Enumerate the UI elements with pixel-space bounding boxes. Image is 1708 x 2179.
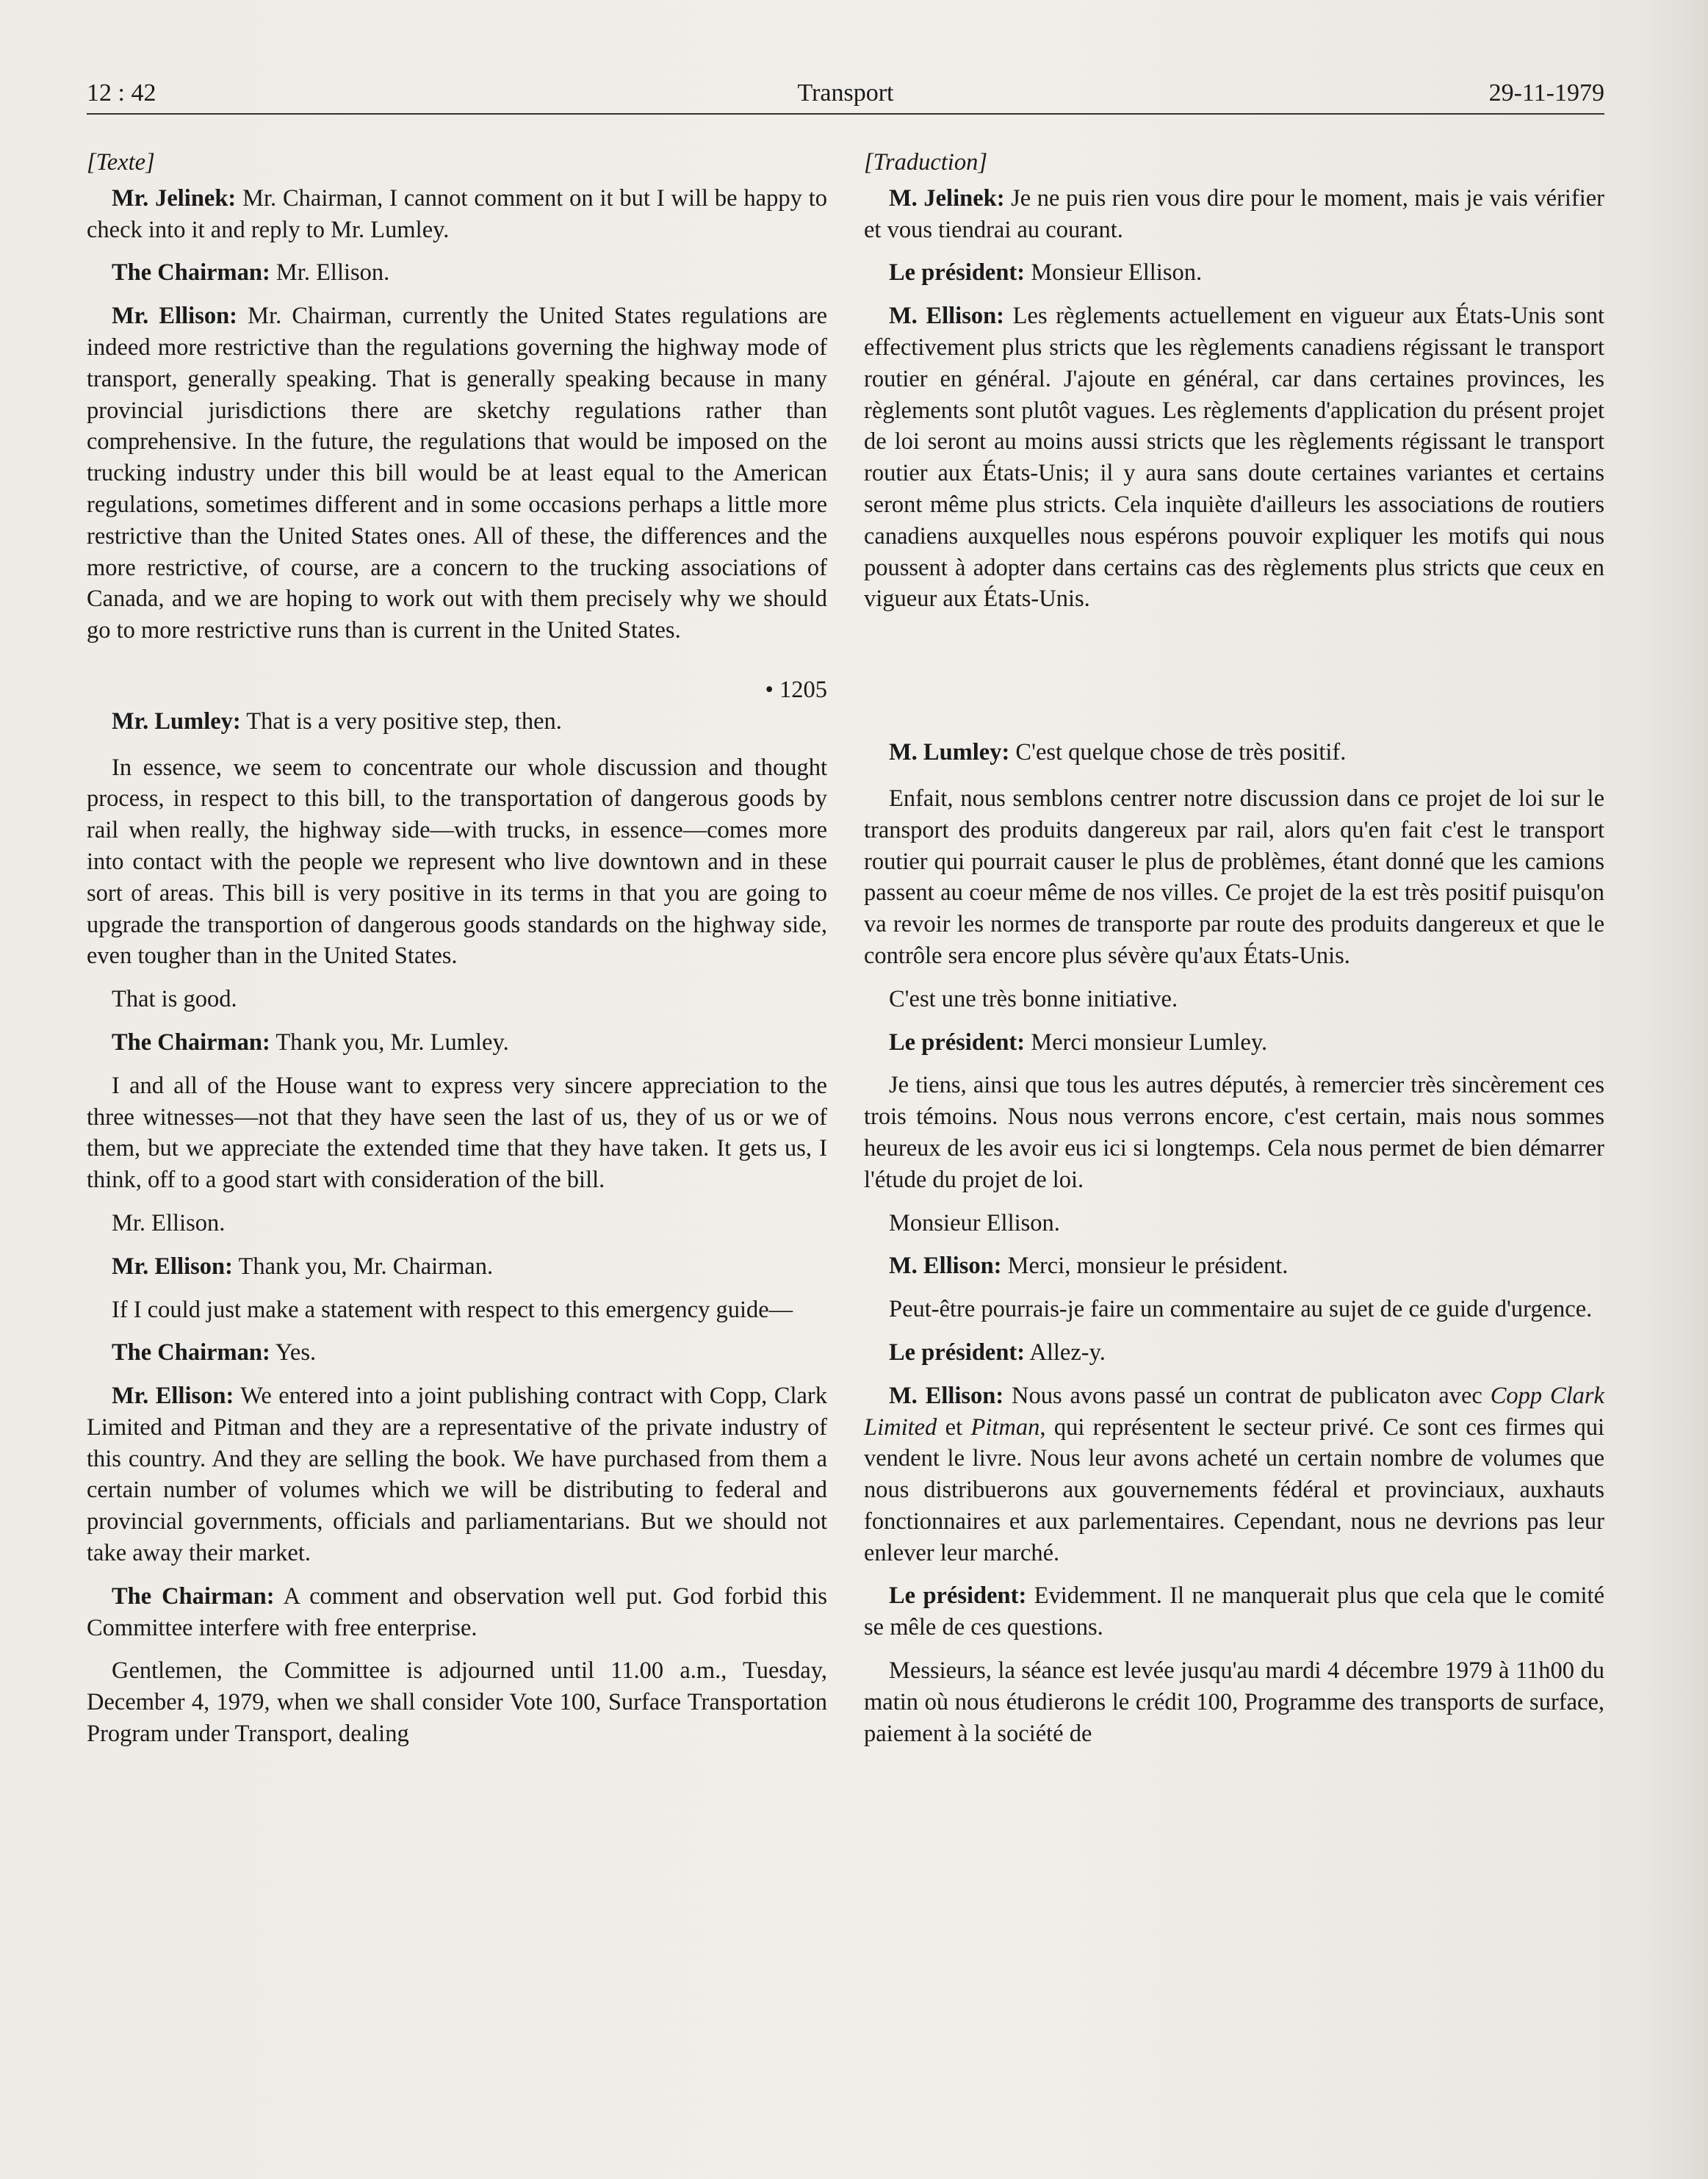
speaker-name: Le président: [889,1339,1026,1366]
speaker-name: Mr. Ellison: [112,303,237,330]
speech-paragraph: Mr. Ellison: Mr. Chairman, currently the United States regulations are indeed more restrictive than the regulations governing the highway mode of transport, generally speaking. That is generally speaking because in many provincial jurisdictions there are sketchy regulations rather than comprehensive. In the future, the regulations that would be imposed on the trucking industry under this bill would be at least equal to the American regulations, sometimes different and in some occasions perhaps a little more restrictive than the United States ones. All of these, the differences and the more restrictive, of course, are a concern to the trucking associations of Canada, and we are hoping to work out with them precisely why we should go to more restrictive runs than is current in the United States. [87,303,828,644]
speech-paragraph: Le président: Merci monsieur Lumley. [889,1029,1268,1056]
speaker-name: Le président: [889,1029,1026,1056]
speech-paragraph: The Chairman: Mr. Ellison. [112,259,390,287]
speaker-name: The Chairman: [112,1582,275,1610]
speaker-name: Mr. Ellison: [112,1383,234,1410]
speech-paragraph: M. Ellison: Merci, monsieur le président. [889,1253,1289,1280]
speaker-name: Mr. Ellison: [112,1253,233,1280]
speech-paragraph: M. Lumley: C'est quelque chose de très positif. [889,739,1347,766]
speech-paragraph: I and all of the House want to express very sincere appreciation to the three witnesses—not that they have seen the last of us, they of us or we of them, but we appreciate the extended time that they have taken. It gets us, I think, off to a good start with consideration of the bill. [87,1072,827,1194]
speaker-name: M. Ellison: [889,1253,1002,1280]
speech-paragraph: Monsieur Ellison. [889,1209,1060,1236]
speech-paragraph: Mr. Jelinek: Mr. Chairman, I cannot comment on it but I will be happy to check into it and reply to Mr. Lumley. [87,184,827,243]
speech-paragraph: The Chairman: A comment and observation well put. God forbid this Committee interfere with free enterprise. [87,1582,828,1641]
speech-paragraph: Le président: Monsieur Ellison. [889,259,1203,287]
page-header [87,79,1604,115]
speech-paragraph: Mr. Ellison: We entered into a joint publishing contract with Copp, Clark Limited and Pitman and they are a representative of the private industry of this country. And they are selling the book. We have purchased from them a certain number of volumes which we will be distributing to federal and provincial governments, officials and parliamentarians. But we should not take away their market. [87,1383,827,1567]
header-rule [87,113,1604,115]
speaker-name: Mr. Lumley: [112,707,241,735]
page-number: 12 : 42 [87,79,156,107]
column-gap [864,627,1604,737]
speech-paragraph: M. Ellison: Les règlements actuellement en vigueur aux États-Unis sont effectivement plus stricts que les règlements canadiens régissant le transport routier en général. J'ajoute en général, car dans certaines provinces, les règlements sont plutôt vagues. Les règlements d'application du présent projet de loi seront au moins aussi stricts que les règlements régissant le transport routier aux États-Unis; il y aura sans doute certaines variantes et certains seront même plus stricts. Cela inquiète d'ailleurs les associations de routiers canadiens auxquelles nous espérons pouvoir expliquer les motifs qui nous poussent à adopter dans certains cas des règlements plus stricts que ceux en vigueur aux États-Unis. [864,303,1604,613]
speech-paragraph: The Chairman: Yes. [112,1339,317,1366]
speech-paragraph: If I could just make a statement with respect to this emergency guide— [112,1296,793,1323]
french-column [864,147,1604,1761]
speaker-name: M. Lumley: [889,739,1010,766]
speaker-name: M. Ellison: [889,303,1005,330]
speech-paragraph: Je tiens, ainsi que tous les autres députés, à remercier très sincèrement ces trois témoins. Nous nous verrons encore, c'est certain, mais nous sommes heureux de les avoir eus ici si longtemps. Cela nous permet de bien démarrer l'étude du projet de loi. [864,1072,1604,1193]
speech-paragraph: Mr. Lumley: That is a very positive step, then. [112,707,562,735]
page-title: Transport [797,79,894,107]
time-marker: • 1205 [765,676,827,703]
english-column [87,147,827,1762]
speaker-name: Le président: [889,1582,1027,1610]
speech-paragraph: In essence, we seem to concentrate our whole discussion and thought process, in respect to this bill, to the transportation of dangerous goods by rail when really, the highway side—with trucks, in essence—comes more into contact with the people we represent who live downtown and in these sort of areas. This bill is very positive in its terms in that you are going to upgrade the transportion of dangerous goods standards on the highway side, even tougher than in the United States. [87,754,827,970]
speaker-name: M. Ellison: [889,1382,1004,1409]
speech-paragraph: Gentlemen, the Committee is adjourned until 11.00 a.m., Tuesday, December 4, 1979, when we shall consider Vote 100, Surface Transportation Program under Transport, dealing [87,1657,827,1748]
speech-paragraph: M. Ellison: Nous avons passé un contrat de publicaton avec Copp Clark Limited et Pitman, qui représentent le secteur privé. Ce sont ces firmes qui vendent le livre. Nous leur avons acheté un certain nombre de volumes que nous distribuerons aux gouvernements fédéral et provinciaux, auxhauts fonctionnaires et aux parlementaires. Cependant, nous ne devrions pas leur enlever leur marché. [864,1382,1604,1566]
speech-paragraph: Messieurs, la séance est levée jusqu'au mardi 4 décembre 1979 à 11h00 du matin où nous étudierons le crédit 100, Programme des transports de surface, paiement à la société de [864,1657,1604,1747]
language-tag: [Traduction] [864,149,987,176]
speech-paragraph: Enfait, nous semblons centrer notre discussion dans ce projet de loi sur le transport des produits dangereux par rail, alors qu'en fait c'est le transport routier qui pourrait causer le plus de problèmes, étant donné que les camions passent au coeur même de nos villes. Ce projet de la est très positif puisqu'on va revoir les normes de transporte par route des produits dangereux et que le contrôle sera encore plus sévère qu'aux États-Unis. [864,785,1604,969]
speaker-name: The Chairman: [112,1339,270,1366]
publisher-name: Pitman [970,1413,1040,1441]
speech-paragraph: C'est une très bonne initiative. [889,985,1178,1012]
speech-paragraph: Peut-être pourrais-je faire un commentaire au sujet de ce guide d'urgence. [889,1296,1593,1323]
speaker-name: The Chairman: [112,1029,270,1056]
speech-paragraph: Mr. Ellison: Thank you, Mr. Chairman. [112,1253,494,1280]
publisher-name: Copp Clark Limited [864,1382,1604,1441]
speech-paragraph: Mr. Ellison. [112,1209,226,1236]
speaker-name: The Chairman: [112,259,270,287]
speaker-name: Le président: [889,259,1026,287]
speech-paragraph: Le président: Evidemment. Il ne manquerait plus que cela que le comité se mêle de ces questions. [864,1582,1604,1641]
page-date: 29-11-1979 [1488,79,1604,107]
speaker-name: Mr. Jelinek: [112,184,237,212]
speech-paragraph: That is good. [112,986,237,1013]
language-tag: [Texte] [87,149,155,176]
speech-paragraph: The Chairman: Thank you, Mr. Lumley. [112,1029,509,1056]
speaker-name: M. Jelinek: [889,184,1005,212]
speech-paragraph: M. Jelinek: Je ne puis rien vous dire pour le moment, mais je vais vérifier et vous tiendrai au courant. [864,184,1604,243]
speech-paragraph: Le président: Allez-y. [889,1339,1106,1366]
